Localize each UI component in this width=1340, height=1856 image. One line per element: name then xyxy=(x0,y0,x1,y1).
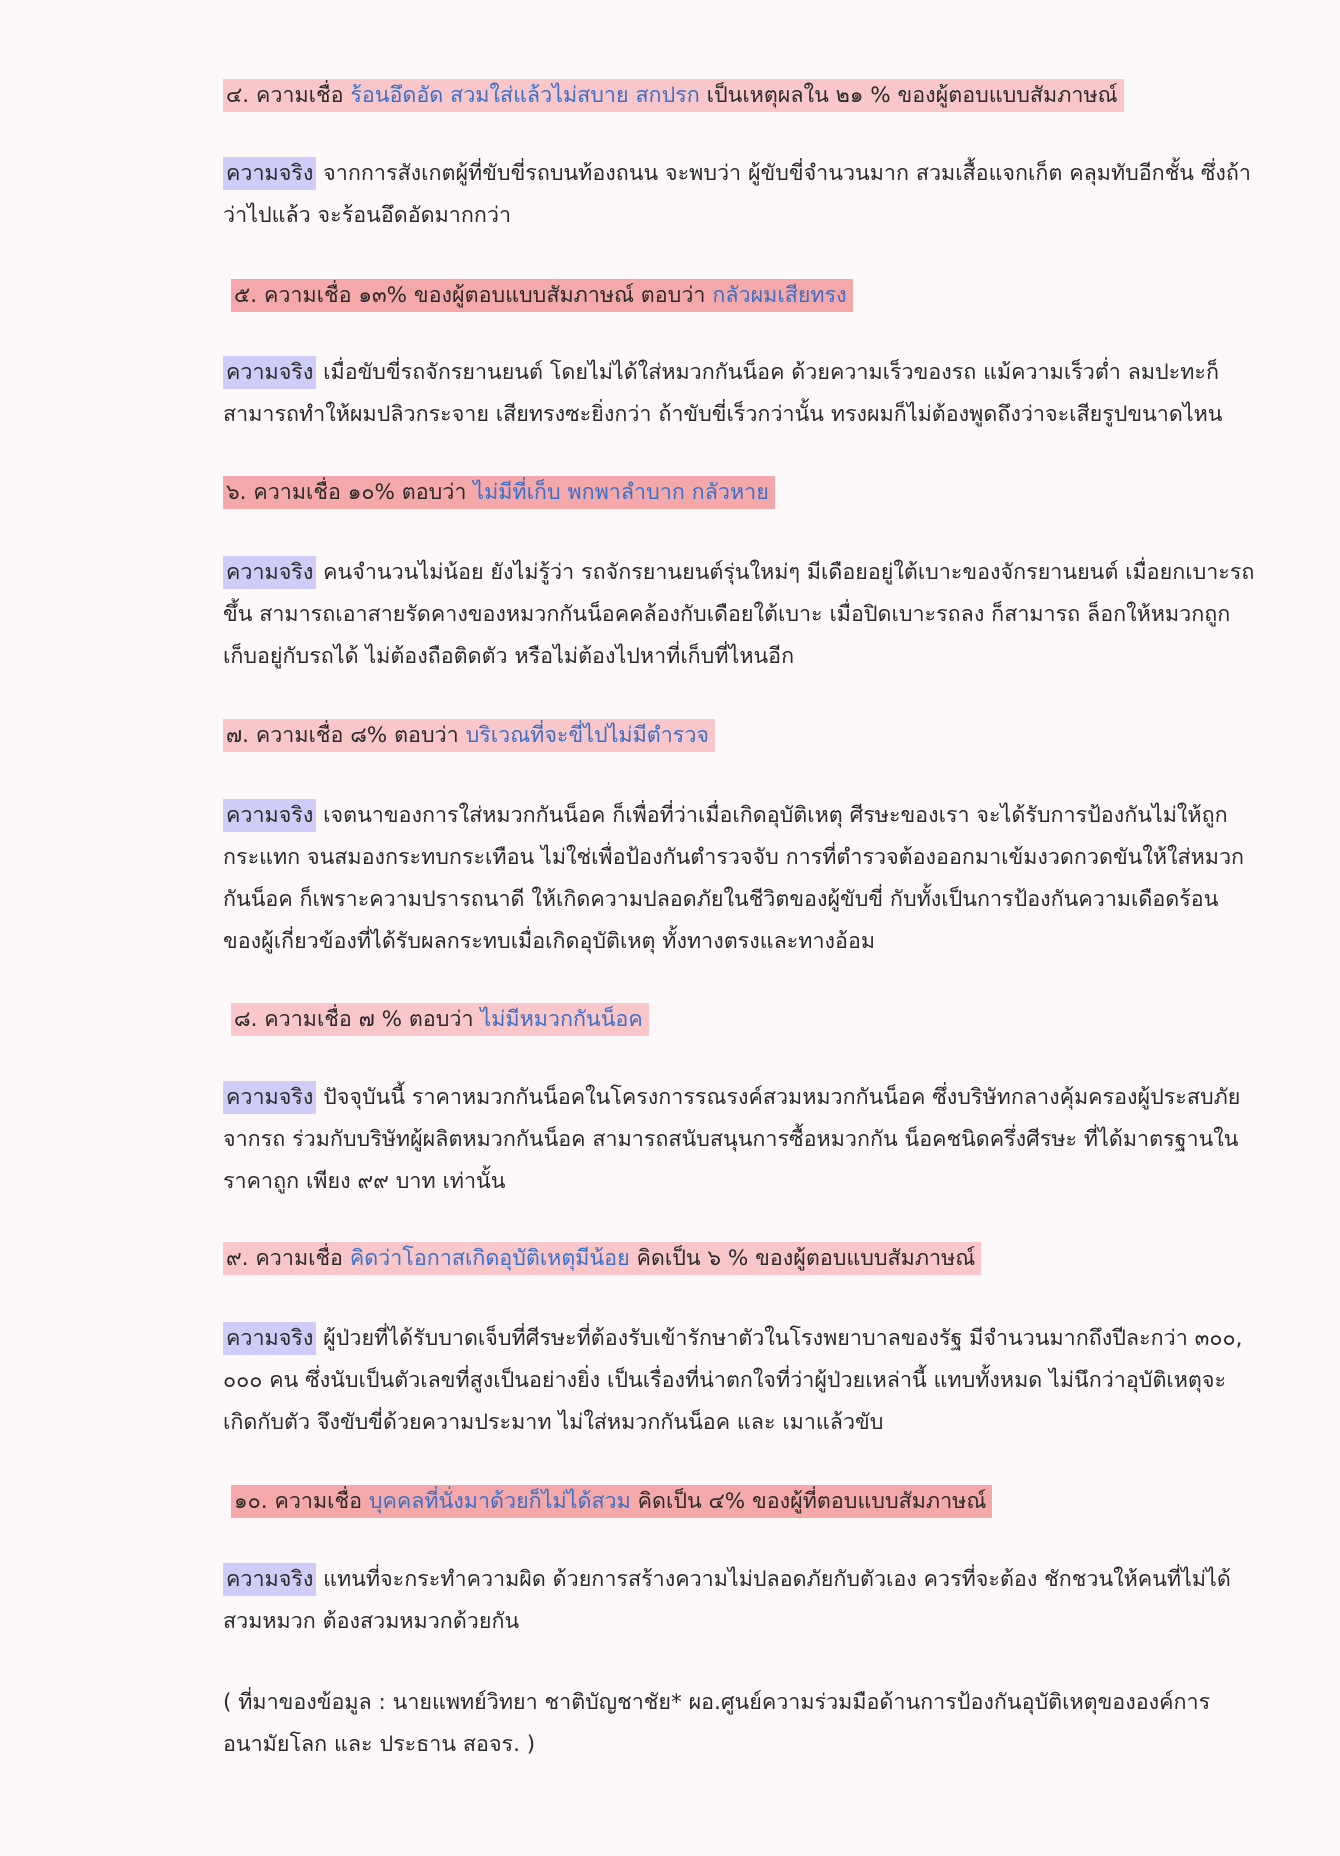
fact-line: กระแทก จนสมองกระทบกระเทือน ไม่ใช่เพื่อป้องกันตำรวจจับ การที่ตำรวจต้องออกมาเข้มงวดกวดขันให้ใส่หมวก xyxy=(223,845,1245,870)
fact-line: จากรถ ร่วมกับบริษัทผู้ผลิตหมวกกันน็อค สามารถสนับสนุนการซื้อหมวกกัน น็อคชนิดครึ่งศีรษะ ที่ได้มาตรฐานใน xyxy=(223,1127,1239,1152)
fact-line: เมื่อขับขี่รถจักรยานยนต์ โดยไม่ได้ใส่หมวกกันน็อค ด้วยความเร็วของรถ แม้ความเร็วต่ำ ลมปะทะก็ xyxy=(316,360,1219,385)
belief-heading-4 xyxy=(223,75,1310,117)
fact-line: ๐๐๐ คน ซึ่งนับเป็นตัวเลขที่สูงเป็นอย่างยิ่ง เป็นเรื่องที่น่าตกใจที่ว่าผู้ป่วยเหล่านี้ แทบทั้งหมด ไม่นึกว่าอุบัติเหตุจะ xyxy=(223,1368,1227,1393)
fact-line: เก็บอยู่กับรถได้ ไม่ต้องถือติดตัว หรือไม่ต้องไปหาที่เก็บที่ไหนอีก xyxy=(223,644,795,669)
source-line: ( ที่มาของข้อมูล : นายแพทย์วิทยา ชาติบัญชาชัย* ผอ.ศูนย์ความร่วมมือด้านการป้องกันอุบัติเหตุขององค์การ xyxy=(223,1690,1211,1715)
fact-line: ราคาถูก เพียง ๙๙ บาท เท่านั้น xyxy=(223,1169,506,1194)
heading-highlight: กลัวผมเสียทรง xyxy=(712,283,847,308)
heading-text: ๖. ความเชื่อ ๑๐% ตอบว่า xyxy=(226,480,474,505)
fact-line: สามารถทำให้ผมปลิวกระจาย เสียทรงซะยิ่งกว่า ถ้าขับขี่เร็วกว่านั้น ทรงผมก็ไม่ต้องพูดถึงว่าจะเสียรูปขนาดไหน xyxy=(223,402,1223,427)
fact-line: กันน็อค ก็เพราะความปรารถนาดี ให้เกิดความปลอดภัยในชีวิตของผู้ขับขี่ กับทั้งเป็นการป้องกันความเดือดร้อน xyxy=(223,887,1219,912)
fact-label: ความจริง xyxy=(223,556,316,589)
fact-paragraph-4 xyxy=(223,153,1310,237)
fact-line: แทนที่จะกระทำความผิด ด้วยการสร้างความไม่ปลอดภัยกับตัวเอง ควรที่จะต้อง ชักชวนให้คนที่ไม่ได้ xyxy=(316,1567,1231,1592)
heading-highlight: ร้อนอึดอัด สวมใส่แล้วไม่สบาย สกปรก xyxy=(350,83,700,108)
belief-heading-7 xyxy=(223,715,1310,757)
source-line: อนามัยโลก และ ประธาน สอจร. ) xyxy=(223,1732,536,1757)
fact-line: สวมหมวก ต้องสวมหมวกด้วยกัน xyxy=(223,1609,520,1634)
heading-text: ๑๐. ความเชื่อ xyxy=(234,1489,369,1514)
fact-paragraph-10 xyxy=(223,1559,1310,1643)
heading-text: ๔. ความเชื่อ xyxy=(226,83,351,108)
fact-paragraph-7 xyxy=(223,795,1310,963)
fact-label: ความจริง xyxy=(223,157,316,190)
fact-label: ความจริง xyxy=(223,799,316,832)
heading-highlight: บุคคลที่นั่งมาด้วยก็ไม่ได้สวม xyxy=(368,1489,631,1514)
heading-text: เป็นเหตุผลใน ๒๑ % ของผู้ตอบแบบสัมภาษณ์ xyxy=(699,83,1118,108)
fact-line: ปัจจุบันนี้ ราคาหมวกกันน็อคในโครงการรณรงค์สวมหมวกกันน็อค ซึ่งบริษัทกลางคุ้มครองผู้ประสบภัย xyxy=(316,1085,1241,1110)
fact-paragraph-9 xyxy=(223,1318,1310,1444)
fact-label: ความจริง xyxy=(223,1563,316,1596)
fact-line: ผู้ป่วยที่ได้รับบาดเจ็บที่ศีรษะที่ต้องรับเข้ารักษาตัวในโรงพยาบาลของรัฐ มีจำนวนมากถึงปีละกว่า ๓๐๐, xyxy=(316,1326,1243,1351)
fact-line: จากการสังเกตผู้ที่ขับขี่รถบนท้องถนน จะพบว่า ผู้ขับขี่จำนวนมาก สวมเสื้อแจกเก็ต คลุมทับอีกชั้น ซึ่งถ้า xyxy=(316,161,1251,186)
fact-line: ว่าไปแล้ว จะร้อนอึดอัดมากกว่า xyxy=(223,203,512,228)
heading-text: ๗. ความเชื่อ ๘% ตอบว่า xyxy=(226,723,466,748)
source-note xyxy=(223,1682,1310,1766)
fact-line: เกิดกับตัว จึงขับขี่ด้วยความประมาท ไม่ใส่หมวกกันน็อค และ เมาแล้วขับ xyxy=(223,1410,884,1435)
fact-line: ขึ้น สามารถเอาสายรัดคางของหมวกกันน็อคคล้องกับเดือยใต้เบาะ เมื่อปิดเบาะรถลง ก็สามารถ ล็อกให้หมวกถูก xyxy=(223,602,1231,627)
fact-line: คนจำนวนไม่น้อย ยังไม่รู้ว่า รถจักรยานยนต์รุ่นใหม่ๆ มีเดือยอยู่ใต้เบาะของจักรยานยนต์ เมื่อยกเบาะรถ xyxy=(316,560,1255,585)
heading-text: คิดเป็น ๔% ของผู้ที่ตอบแบบสัมภาษณ์ xyxy=(630,1489,987,1514)
heading-highlight: คิดว่าโอกาสเกิดอุบัติเหตุมีน้อย xyxy=(349,1246,630,1271)
heading-highlight: ไม่มีที่เก็บ พกพาลำบาก กลัวหาย xyxy=(473,480,769,505)
fact-label: ความจริง xyxy=(223,356,316,389)
belief-heading-9 xyxy=(223,1238,1310,1280)
fact-line: เจตนาของการใส่หมวกกันน็อค ก็เพื่อที่ว่าเมื่อเกิดอุบัติเหตุ ศีรษะของเรา จะได้รับการป้องกันไม่ให้ถูก xyxy=(316,803,1228,828)
heading-text: ๕. ความเชื่อ ๑๓% ของผู้ตอบแบบสัมภาษณ์ ตอบว่า xyxy=(234,283,713,308)
belief-heading-6 xyxy=(223,472,1310,514)
belief-heading-10 xyxy=(231,1481,1310,1523)
fact-paragraph-5 xyxy=(223,352,1310,436)
heading-text: คิดเป็น ๖ % ของผู้ตอบแบบสัมภาษณ์ xyxy=(629,1246,976,1271)
fact-label: ความจริง xyxy=(223,1322,316,1355)
heading-text: ๙. ความเชื่อ xyxy=(226,1246,350,1271)
belief-heading-5 xyxy=(231,275,1310,317)
fact-paragraph-8 xyxy=(223,1077,1310,1203)
heading-text: ๘. ความเชื่อ ๗ % ตอบว่า xyxy=(234,1007,481,1032)
fact-line: ของผู้เกี่ยวข้องที่ได้รับผลกระทบเมื่อเกิดอุบัติเหตุ ทั้งทางตรงและทางอ้อม xyxy=(223,929,876,954)
heading-highlight: ไม่มีหมวกกันน็อค xyxy=(480,1007,643,1032)
heading-highlight: บริเวณที่จะขี่ไปไม่มีตำรวจ xyxy=(465,723,710,748)
fact-paragraph-6 xyxy=(223,552,1310,678)
fact-label: ความจริง xyxy=(223,1081,316,1114)
belief-heading-8 xyxy=(231,999,1310,1041)
